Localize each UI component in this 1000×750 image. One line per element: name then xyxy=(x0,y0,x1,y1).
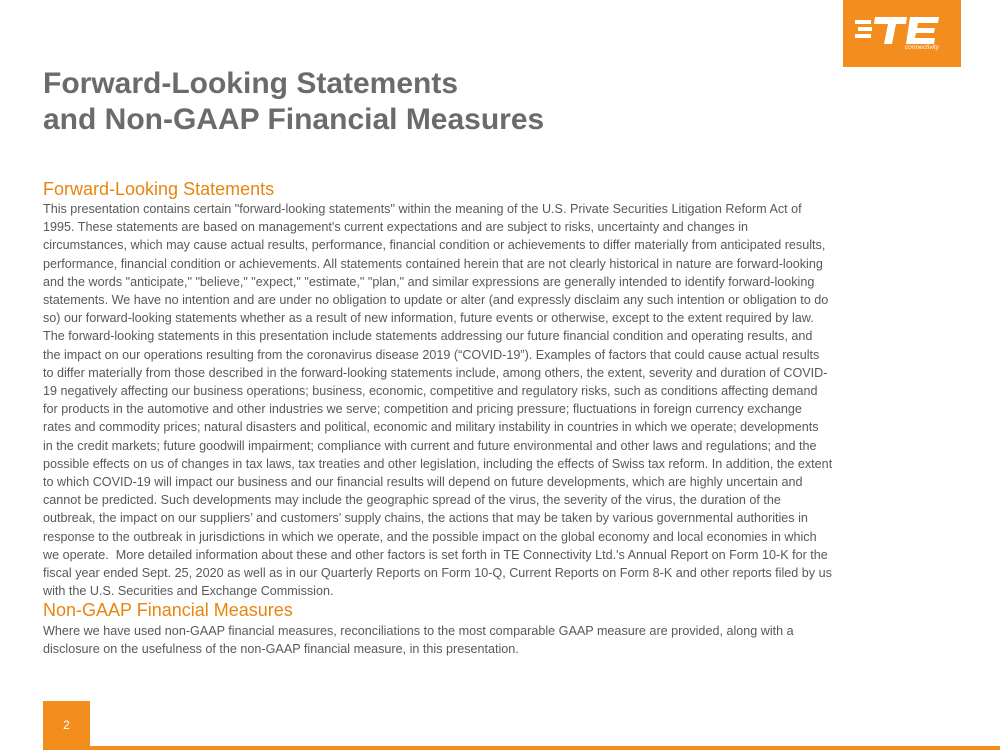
te-connectivity-logo xyxy=(843,0,961,67)
body-line: outbreak, the impact on our suppliers’ and customers’ supply chains, the actions that may be taken by various governmental authorities in xyxy=(43,511,808,526)
body-line: fiscal year ended Sept. 25, 2020 as well as in our Quarterly Reports on Form 10-Q, Current Reports on Form 8-K and other reports filed by us xyxy=(43,566,832,581)
body-line: This presentation contains certain "forward-looking statements" within the meaning of the U.S. Private Securities Litigation Reform Act of xyxy=(43,202,802,216)
body-line: cannot be predicted. Such developments may include the geographic spread of the virus, the severity of the virus, the duration of the xyxy=(43,493,781,508)
body-line: with the U.S. Securities and Exchange Commission. xyxy=(43,584,334,599)
title-line-1: Forward-Looking Statements xyxy=(43,67,459,100)
body-line: to differ materially from those described in the forward-looking statements include, among others, the extent, severity and duration of COVID- xyxy=(43,365,828,380)
body-line: Where we have used non-GAAP financial measures, reconciliations to the most comparable GAAP measure are provided, along with a xyxy=(43,624,794,638)
body-line: so) our forward-looking statements whether as a result of new information, future events or otherwise, except to the extent required by law. xyxy=(43,311,814,326)
te-logo-icon xyxy=(855,14,949,46)
body-line: disclosure on the usefulness of the non-GAAP financial measure, in this presentation. xyxy=(43,642,519,657)
logo-tagline: connectivity xyxy=(905,44,939,51)
title-line-2: and Non-GAAP Financial Measures xyxy=(43,103,545,136)
bottom-rule xyxy=(90,746,1000,750)
body-line: response to the outbreak in jurisdictions in which we operate, and the possible impact on the global economy and local economies in which xyxy=(43,529,817,544)
body-line: The forward-looking statements in this presentation include statements addressing our future financial condition and operating results, and xyxy=(43,329,813,344)
page-title xyxy=(43,66,544,138)
forward-looking-heading: Forward-Looking Statements xyxy=(43,179,275,199)
page-number: 2 xyxy=(63,718,70,732)
body-line: for products in the automotive and other industries we serve; competition and pricing pressure; fluctuations in foreign currency exchange xyxy=(43,402,802,417)
body-line: circumstances, which may cause actual results, performance, financial condition or achievements to differ materially from anticipated results, xyxy=(43,238,826,253)
body-line: rates and commodity prices; natural disasters and political, economic and military instability in countries in which we operate; developments xyxy=(43,420,819,435)
forward-looking-body xyxy=(43,200,968,600)
body-line: the impact on our operations resulting from the coronavirus disease 2019 (“COVID-19”). Examples of factors that could cause actual results xyxy=(43,347,820,362)
body-line: performance, financial condition or achievements. All statements contained herein that are not clearly historical in nature are forward-looking xyxy=(43,256,823,271)
body-line: and the words "anticipate," "believe," "expect," "estimate," "plan," and similar expressions are generally intended to identify forward-looking xyxy=(43,274,815,289)
body-line: statements. We have no intention and are under no obligation to update or alter (and expressly disclaim any such intention or obligation to do xyxy=(43,293,829,308)
non-gaap-heading: Non-GAAP Financial Measures xyxy=(43,600,293,620)
page-number-box xyxy=(43,701,90,750)
body-line: 1995. These statements are based on management's current expectations and are subject to risks, uncertainty and changes in xyxy=(43,220,749,235)
body-line: we operate. More detailed information about these and other factors is set forth in TE Connectivity Ltd.'s Annual Report on Form 10-K for the xyxy=(43,547,828,562)
body-line: possible effects on us of changes in tax laws, tax treaties and other legislation, including the effects of Swiss tax reform. In addition, the extent xyxy=(43,456,833,471)
body-line: 19 negatively affecting our business operations; business, economic, competitive and regulatory risks, such as conditions affecting demand xyxy=(43,384,818,399)
body-line: in the credit markets; future goodwill impairment; compliance with current and future environmental and other laws and regulations; and the xyxy=(43,438,817,453)
body-line: to which COVID-19 will impact our business and our financial results will depend on future developments, which are highly uncertain and xyxy=(43,475,803,490)
non-gaap-body xyxy=(43,622,968,658)
